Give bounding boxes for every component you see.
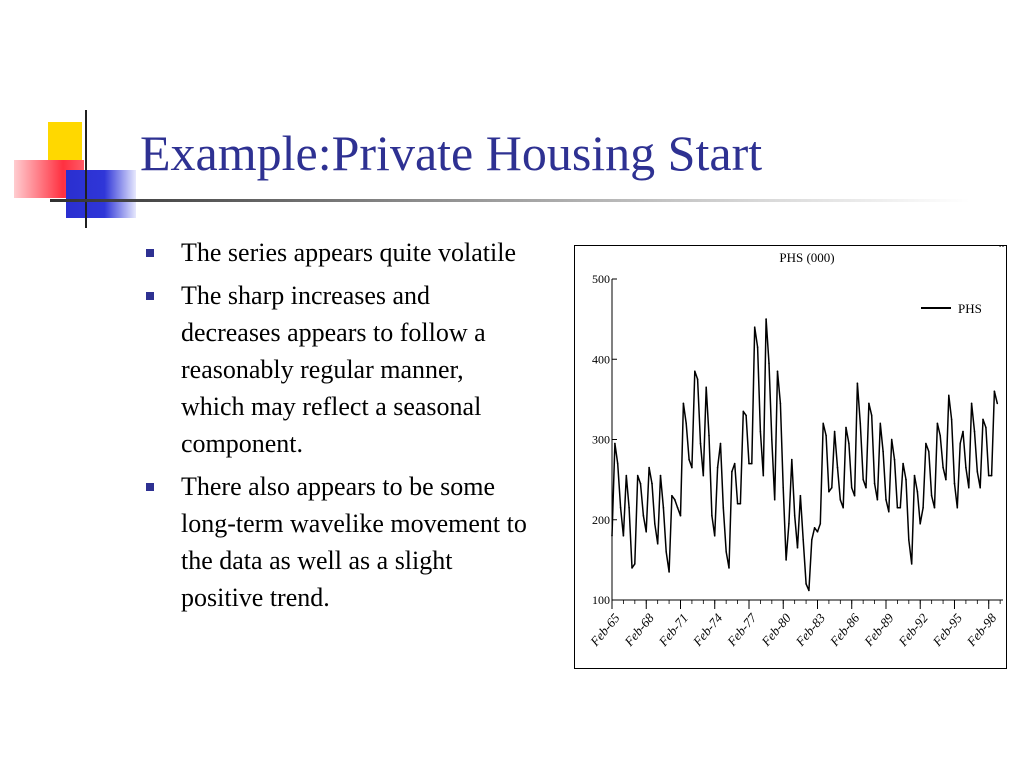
data-point: [831, 487, 833, 489]
data-point: [882, 451, 884, 453]
data-point: [782, 487, 784, 489]
data-point: [685, 423, 687, 425]
data-point: [771, 439, 773, 441]
data-point: [822, 423, 824, 425]
data-point: [848, 443, 850, 445]
data-point: [871, 415, 873, 417]
data-point: [785, 559, 787, 561]
data-point: [620, 507, 622, 509]
data-point: [708, 435, 710, 437]
data-point: [774, 499, 776, 501]
bullet-list: [146, 234, 532, 622]
data-point: [743, 411, 745, 413]
data-point: [777, 371, 779, 373]
data-point: [877, 499, 879, 501]
data-point: [902, 463, 904, 465]
data-point: [994, 391, 996, 393]
data-point: [919, 523, 921, 525]
data-point: [634, 563, 636, 565]
data-point: [611, 535, 613, 537]
data-point: [888, 511, 890, 513]
x-tick-label: Feb-74: [689, 610, 726, 649]
data-point: [925, 443, 927, 445]
data-point: [965, 467, 967, 469]
data-point: [714, 535, 716, 537]
data-point: [637, 475, 639, 477]
data-point: [885, 499, 887, 501]
data-point: [900, 507, 902, 509]
data-point: [734, 463, 736, 465]
data-point: [728, 567, 730, 569]
x-tick-label: Feb-92: [895, 610, 931, 649]
data-point: [897, 507, 899, 509]
data-point: [737, 503, 739, 505]
data-point: [845, 427, 847, 429]
data-point: [999, 246, 1001, 247]
data-point: [991, 475, 993, 477]
data-point: [651, 483, 653, 485]
data-point: [962, 431, 964, 433]
data-point: [891, 439, 893, 441]
data-point: [765, 318, 767, 320]
data-point: [671, 495, 673, 497]
data-point: [905, 479, 907, 481]
data-point: [865, 487, 867, 489]
data-point: [868, 403, 870, 405]
y-tick-label: 100: [592, 593, 610, 607]
bullet-text: The series appears quite volatile: [181, 238, 516, 267]
data-point: [788, 523, 790, 525]
x-tick-label: Feb-68: [621, 610, 657, 649]
data-point: [677, 507, 679, 509]
data-point: [974, 431, 976, 433]
data-point: [928, 451, 930, 453]
data-point: [760, 431, 762, 433]
y-tick-label: 500: [592, 272, 610, 286]
data-point: [942, 467, 944, 469]
data-point: [623, 535, 625, 537]
data-point: [740, 503, 742, 505]
chart-title: PHS (000): [779, 250, 835, 265]
data-point: [751, 463, 753, 465]
x-tick-label: Feb-80: [758, 610, 794, 649]
x-tick-label: Feb-83: [792, 610, 829, 649]
data-point: [985, 427, 987, 429]
data-point: [914, 475, 916, 477]
data-point: [720, 443, 722, 445]
data-point: [694, 371, 696, 373]
data-point: [763, 475, 765, 477]
data-point: [968, 487, 970, 489]
data-point: [626, 475, 628, 477]
x-tick-label: Feb-65: [587, 610, 623, 649]
data-point: [954, 483, 956, 485]
data-point: [817, 531, 819, 533]
data-point: [703, 475, 705, 477]
data-point: [723, 507, 725, 509]
data-point: [997, 403, 999, 405]
data-point: [917, 491, 919, 493]
data-point: [977, 471, 979, 473]
data-point: [663, 507, 665, 509]
data-point: [814, 527, 816, 529]
data-point: [780, 403, 782, 405]
data-point: [791, 459, 793, 461]
legend-label: PHS: [958, 301, 982, 316]
data-point: [711, 515, 713, 517]
data-point: [697, 379, 699, 381]
bullet-item: [146, 468, 532, 616]
data-point: [794, 515, 796, 517]
x-tick-label: Feb-77: [724, 610, 760, 649]
data-point: [802, 539, 804, 541]
data-point: [948, 395, 950, 397]
data-point: [1002, 246, 1004, 247]
data-point: [945, 479, 947, 481]
data-point: [857, 383, 859, 385]
data-point: [797, 547, 799, 549]
data-point: [988, 475, 990, 477]
data-point: [805, 583, 807, 585]
y-tick-label: 300: [592, 432, 610, 447]
data-point: [680, 515, 682, 517]
data-point: [854, 495, 856, 497]
decor-vertical-line: [85, 110, 87, 228]
bullet-item: [146, 234, 532, 271]
data-point: [979, 487, 981, 489]
data-point: [700, 443, 702, 445]
data-point: [654, 523, 656, 525]
data-point: [614, 443, 616, 445]
data-point: [745, 415, 747, 417]
square-bullet-icon: [146, 249, 154, 257]
y-tick-label: 200: [592, 512, 610, 527]
data-point: [880, 423, 882, 425]
data-point: [665, 551, 667, 553]
slide-title: Example:Private Housing Start: [140, 125, 763, 181]
data-point: [668, 571, 670, 573]
data-point: [937, 423, 939, 425]
data-point: [828, 491, 830, 493]
x-tick-label: Feb-98: [963, 610, 1000, 649]
x-tick-label: Feb-86: [826, 610, 863, 649]
data-point: [748, 463, 750, 465]
square-bullet-icon: [146, 292, 154, 300]
data-point: [825, 435, 827, 437]
chart-frame: [574, 245, 1007, 669]
series-line-phs: [612, 319, 997, 590]
data-point: [860, 423, 862, 425]
data-point: [643, 515, 645, 517]
data-point: [842, 507, 844, 509]
data-point: [674, 499, 676, 501]
bullet-text: There also appears to be some long-term wavelike movement to the data as well as a slight positive trend.: [181, 472, 527, 612]
data-point: [922, 507, 924, 509]
data-point: [971, 403, 973, 405]
data-point: [717, 467, 719, 469]
data-point: [731, 471, 733, 473]
data-point: [631, 567, 633, 569]
x-tick-label: Feb-95: [929, 610, 966, 649]
square-bullet-icon: [146, 483, 154, 491]
data-point: [908, 539, 910, 541]
data-point: [645, 531, 647, 533]
data-point: [837, 467, 839, 469]
data-point: [628, 507, 630, 509]
data-point: [754, 326, 756, 328]
bullet-item: [146, 277, 532, 462]
data-point: [705, 387, 707, 389]
title-underline: [50, 199, 970, 202]
data-point: [951, 419, 953, 421]
data-point: [911, 563, 913, 565]
bullet-text: The sharp increases and decreases appears to follow a reasonably regular manner, which may reflect a seasonal component.: [181, 281, 486, 458]
data-point: [959, 443, 961, 445]
data-point: [874, 483, 876, 485]
y-tick-label: 400: [592, 352, 610, 367]
data-point: [840, 499, 842, 501]
data-point: [691, 467, 693, 469]
decor-yellow-square: [48, 122, 82, 160]
data-point: [834, 431, 836, 433]
housing-starts-chart: [575, 246, 1006, 668]
data-point: [851, 487, 853, 489]
data-point: [725, 551, 727, 553]
data-point: [660, 475, 662, 477]
data-point: [939, 435, 941, 437]
data-point: [683, 403, 685, 405]
x-tick-label: Feb-71: [655, 610, 692, 649]
data-point: [800, 495, 802, 497]
data-point: [982, 419, 984, 421]
data-point: [768, 363, 770, 365]
data-point: [617, 463, 619, 465]
decor-blue-square: [66, 170, 136, 218]
data-point: [811, 539, 813, 541]
data-point: [657, 543, 659, 545]
data-point: [808, 590, 810, 592]
data-point: [640, 483, 642, 485]
data-point: [648, 467, 650, 469]
x-tick-label: Feb-89: [861, 610, 897, 649]
data-point: [757, 346, 759, 348]
data-point: [957, 507, 959, 509]
data-point: [862, 479, 864, 481]
data-point: [931, 495, 933, 497]
data-point: [934, 507, 936, 509]
data-point: [894, 459, 896, 461]
data-point: [688, 459, 690, 461]
data-point: [820, 523, 822, 525]
